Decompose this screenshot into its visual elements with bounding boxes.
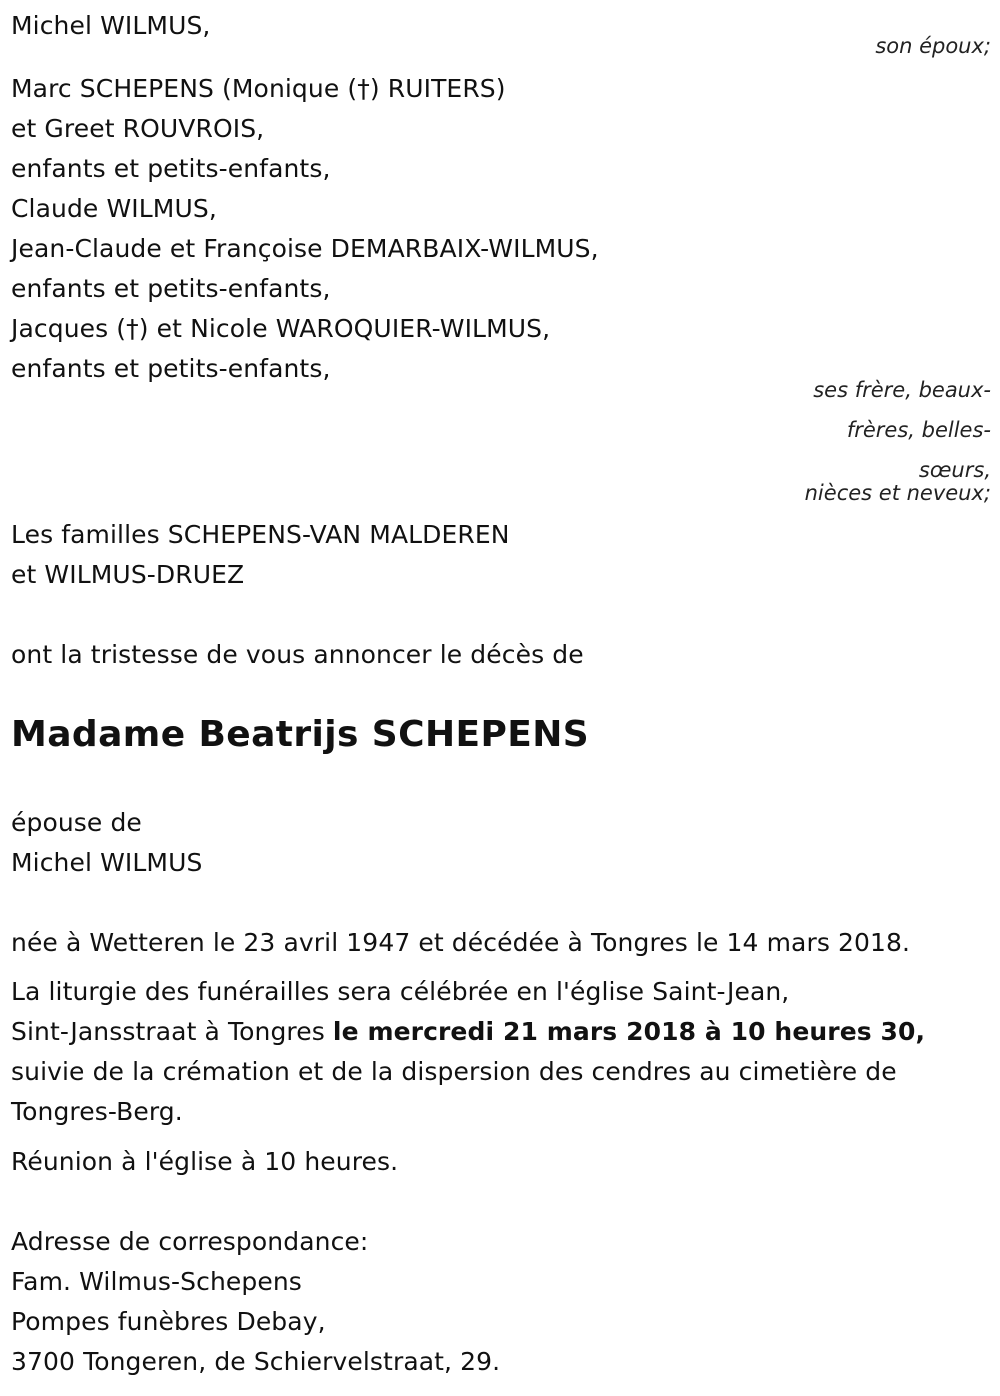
sibling-line: et Greet ROUVROIS, bbox=[11, 114, 265, 143]
correspondence-line: 3700 Tongeren, de Schiervelstraat, 29. bbox=[11, 1347, 501, 1376]
sibling-line: Claude WILMUS, bbox=[11, 194, 217, 223]
families-line: et WILMUS-DRUEZ bbox=[11, 560, 245, 589]
siblings-relation-line: nièces et neveux; bbox=[804, 481, 991, 505]
funeral-datetime: le mercredi 21 mars 2018 à 10 heures 30, bbox=[332, 1017, 926, 1046]
obituary-document bbox=[11, 0, 991, 1396]
siblings-relation-line: frères, belles- bbox=[846, 418, 991, 442]
correspondence-line: Adresse de correspondance: bbox=[11, 1227, 369, 1256]
siblings-relation-line: sœurs, bbox=[918, 458, 991, 482]
funeral-line: suivie de la crémation et de la dispersion des cendres au cimetière de bbox=[11, 1057, 897, 1086]
announcement-text: ont la tristesse de vous annoncer le décès de bbox=[11, 640, 584, 669]
spouse-relation: son époux; bbox=[875, 34, 991, 58]
funeral-line: La liturgie des funérailles sera célébrée en l'église Saint-Jean, bbox=[11, 977, 790, 1006]
spouse-name: Michel WILMUS, bbox=[11, 11, 211, 40]
funeral-line: Tongres-Berg. bbox=[11, 1097, 183, 1126]
sibling-line: enfants et petits-enfants, bbox=[11, 154, 331, 183]
birth-death-text: née à Wetteren le 23 avril 1947 et décédée à Tongres le 14 mars 2018. bbox=[11, 928, 911, 957]
siblings-relation-line: ses frère, beaux- bbox=[813, 378, 991, 402]
deceased-name: Madame Beatrijs SCHEPENS bbox=[11, 714, 590, 755]
spouse-label: épouse de bbox=[11, 808, 142, 837]
sibling-line: Jean-Claude et Françoise DEMARBAIX-WILMUS, bbox=[11, 234, 599, 263]
sibling-line: enfants et petits-enfants, bbox=[11, 274, 331, 303]
correspondence-line: Pompes funèbres Debay, bbox=[11, 1307, 326, 1336]
sibling-line: enfants et petits-enfants, bbox=[11, 354, 331, 383]
families-line: Les familles SCHEPENS-VAN MALDEREN bbox=[11, 520, 510, 549]
meeting-text: Réunion à l'église à 10 heures. bbox=[11, 1147, 399, 1176]
funeral-line-with-date bbox=[11, 1012, 925, 1052]
sibling-line: Marc SCHEPENS (Monique (†) RUITERS) bbox=[11, 74, 506, 103]
deceased-spouse-name: Michel WILMUS bbox=[11, 848, 203, 877]
correspondence-line: Fam. Wilmus-Schepens bbox=[11, 1267, 302, 1296]
sibling-line: Jacques (†) et Nicole WAROQUIER-WILMUS, bbox=[11, 314, 551, 343]
funeral-location-text: Sint-Jansstraat à Tongres bbox=[11, 1017, 333, 1046]
